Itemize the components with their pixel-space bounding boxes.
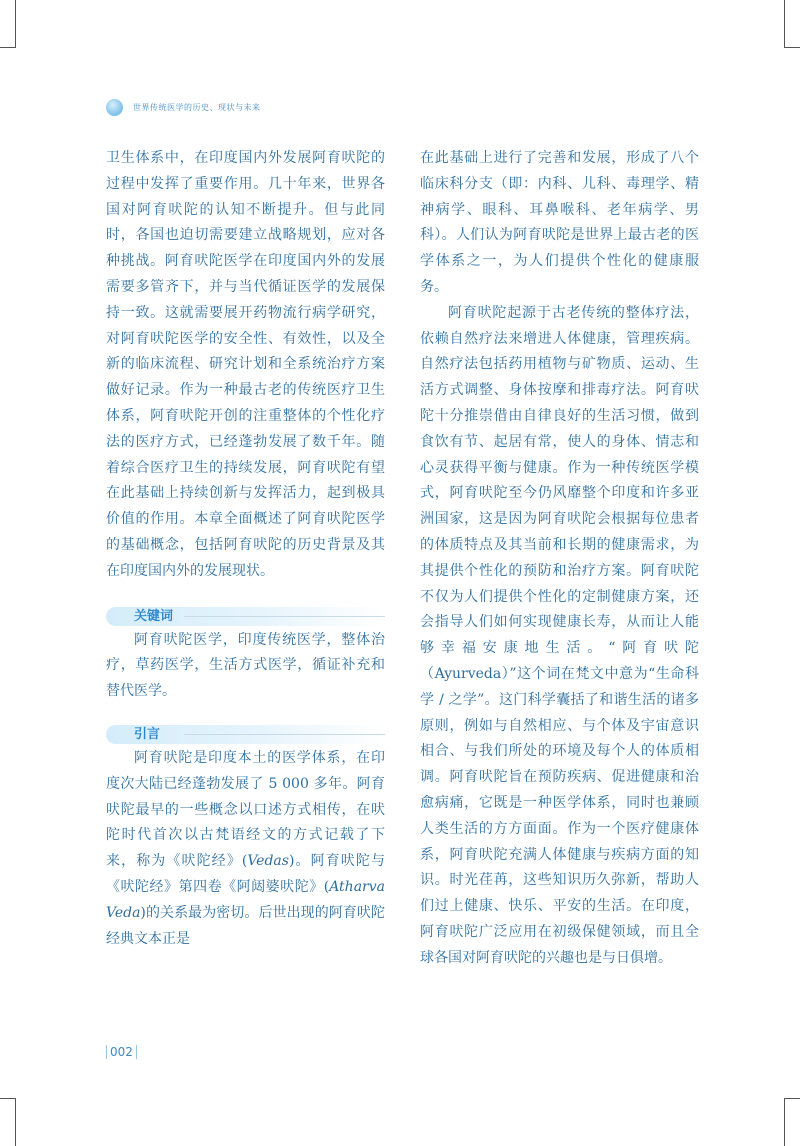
crop-mark (784, 1098, 800, 1099)
running-title: 世界传统医学的历史、现状与未来 (133, 102, 261, 112)
crop-mark (784, 0, 785, 48)
intro-paragraph (106, 746, 385, 952)
left-column (106, 146, 385, 952)
crop-mark (15, 1098, 16, 1146)
page-number: 002 (106, 1045, 137, 1059)
keywords-heading-bar (106, 607, 385, 626)
intro-atharva-term: Atharva Veda (106, 878, 385, 921)
keywords-paragraph: 阿育吠陀医学，印度传统医学，整体治疗，草药医学，生活方式医学，循证补充和替代医学。 (106, 631, 385, 700)
intro-text-a: 阿育吠陀是印度本土的医学体系，在印度次大陆已经蓬勃发展了 5 000 多年。阿育吠陀最早的一些概念以口述方式相传，在吠陀时代首次以古梵语经文的方式记载了下来，称为《吠陀经》( (106, 749, 385, 870)
keywords-heading: 关键词 (134, 608, 174, 624)
intro-text-b: )。阿育吠陀与《吠陀经》第四卷《阿闼婆吠陀》( (106, 853, 385, 895)
crop-mark (0, 47, 16, 48)
intro-vedas-term: Vedas (247, 853, 289, 870)
body-paragraph: 在此基础上进行了完善和发展，形成了八个临床科分支（即：内科、儿科、毒理学、精神病学、眼科、耳鼻喉科、老年病学、男科）。人们认为阿育吠陀是世界上最古老的医学体系之一，为人们提供个性化的健康服务。 (420, 150, 699, 295)
intro-heading: 引言 (134, 726, 161, 742)
crop-mark (784, 1098, 785, 1146)
running-header (106, 98, 261, 116)
body-paragraph: 阿育吠陀起源于古老传统的整体疗法，依赖自然疗法来增进人体健康，管理疾病。自然疗法包括药用植物与矿物质、运动、生活方式调整、身体按摩和排毒疗法。阿育吠陀十分推崇借由自律良好的生活习惯，做到食饮有节、起居有常，使人的身体、情志和心灵获得平衡与健康。作为一种传统医学模式，阿育吠陀至今仍风靡整个印度和许多亚洲国家，这是因为阿育吠陀会根据每位患者的体质特点及其当前和长期的健康需求，为其提供个性化的预防和治疗方案。阿育吠陀不仅为人们提供个性化的定制健康方案，还会指导人们如何实现健康长寿，从而让人能够幸福安康地生活。“阿育吠陀（Ayurveda）”这个词在梵文中意为“生命科学 / 之学”。这门科学囊括了和谐生活的诸多原则，例如与自然相应、与个体及宇宙意识相合、与我们所处的环境及每个人的体质相调。阿育吠陀旨在预防疾病、促进健康和治愈病痛，它既是一种医学体系，同时也兼顾人类生活的方方面面。作为一个医疗健康体系，阿育吠陀充满人体健康与疾病方面的知识。时光荏苒，这些知识历久弥新，帮助人们过上健康、快乐、平安的生活。在印度，阿育吠陀广泛应用在初级保健领域，而且全球各国对阿育吠陀的兴趣也是与日俱增。 (420, 304, 699, 966)
crop-mark (784, 47, 800, 48)
intro-text-c: )的关系最为密切。后世出现的阿育吠陀经典文本正是 (106, 904, 385, 947)
crop-mark (15, 0, 16, 48)
intro-heading-bar (106, 725, 385, 744)
right-column (420, 146, 699, 972)
crop-mark (0, 1098, 16, 1099)
body-paragraph: 卫生体系中，在印度国内外发展阿育吠陀的过程中发挥了重要作用。几十年来，世界各国对阿育吠陀的认知不断提升。但与此同时，各国也迫切需要建立战略规划，应对各种挑战。阿育吠陀医学在印度国内外的发展需要多管齐下，并与当代循证医学的发展保持一致。这就需要展开药物流行病学研究，对阿育吠陀医学的安全性、有效性，以及全新的临床流程、研究计划和全系统治疗方案做好记录。作为一种最古老的传统医疗卫生体系，阿育吠陀开创的注重整体的个性化疗法的医疗方式，已经蓬勃发展了数千年。随着综合医疗卫生的持续发展，阿育吠陀有望在此基础上持续创新与发挥活力，起到极具价值的作用。本章全面概述了阿育吠陀医学的基础概念，包括阿育吠陀的历史背景及其在印度国内外的发展现状。 (106, 150, 385, 579)
header-circle-icon (106, 99, 123, 116)
